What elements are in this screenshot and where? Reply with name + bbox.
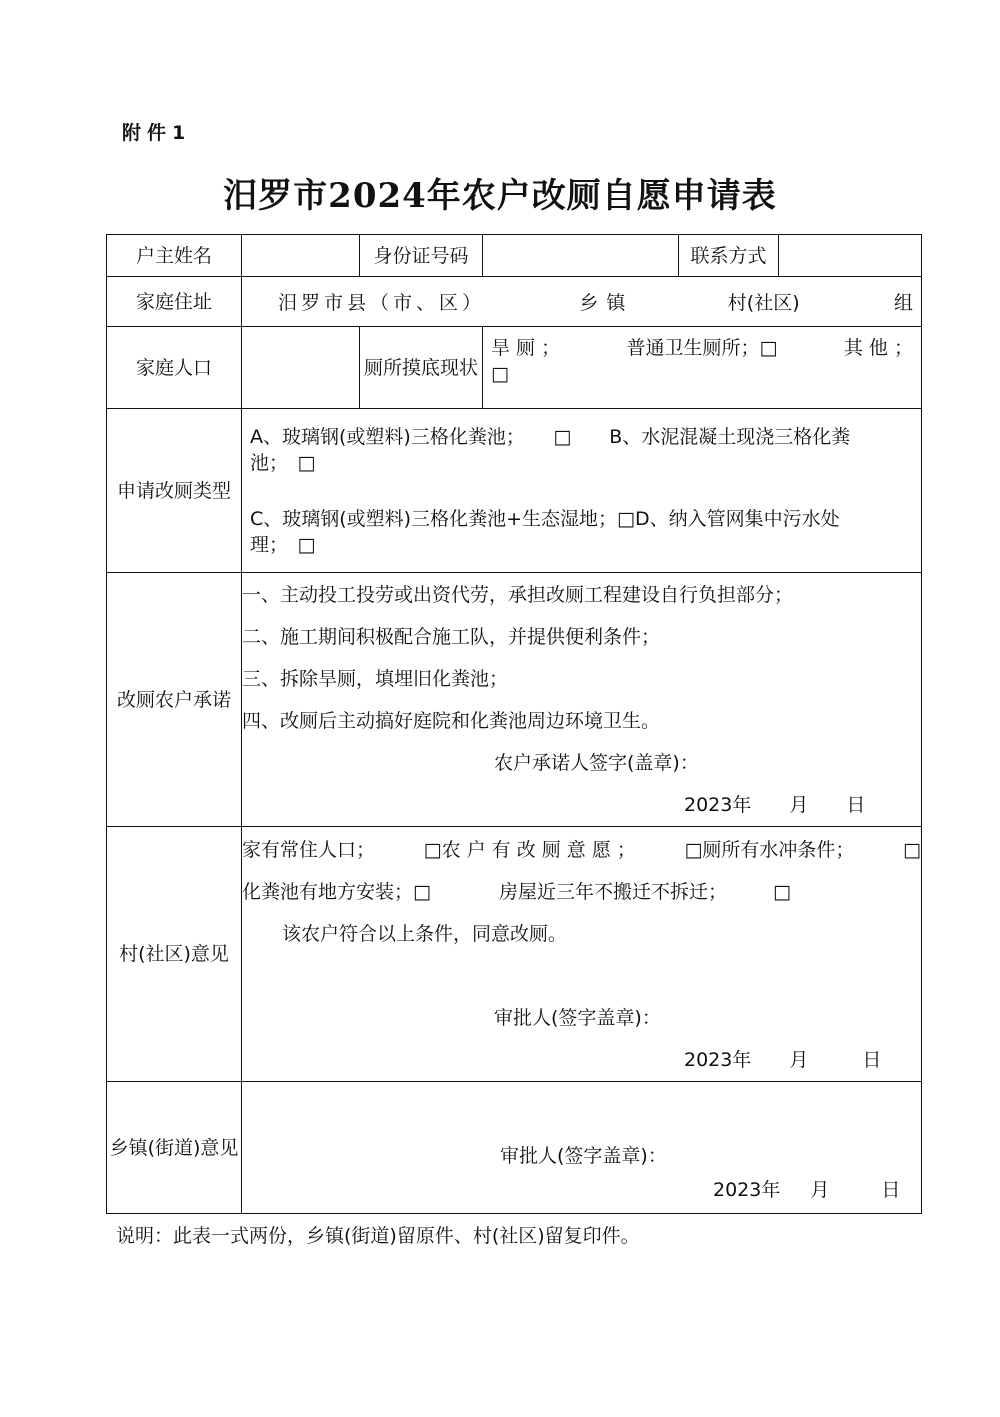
family-size-label: 家庭人口 [107,327,242,409]
date-year: 2023年 [684,793,752,816]
application-form-table [106,234,922,1214]
commitment-item: 三、拆除旱厕，填埋旧化粪池； [242,667,509,690]
date-year: 2023年 [713,1179,781,1201]
check-resident-population: 家有常住人口； [242,839,376,861]
village-approver-label: 审批人(签字盖章)： [494,1007,661,1029]
attachment-label: 附件1 [122,122,192,144]
address-field[interactable] [242,277,922,327]
check-flush-condition[interactable]: □厕所有水冲条件； [684,839,855,861]
date-day: 日 [846,793,866,816]
row-address [107,277,922,327]
date-month: 月 [789,1049,809,1071]
check-willingness[interactable]: □农 户 有 改 厕 意 愿 ； [423,839,636,861]
checkbox[interactable]: □ [903,839,921,861]
village-check-line-1 [242,829,921,871]
village-check-line-2 [242,871,921,913]
farmer-signature-label: 农户承诺人签字(盖章)： [494,751,699,774]
form-note: 说明：此表一式两份，乡镇(街道)留原件、村(社区)留复印件。 [116,1225,640,1247]
township-opinion-body [242,1082,922,1214]
family-size-field[interactable] [242,327,360,409]
renovation-type-options [242,409,922,573]
address-group: 组 [893,292,913,314]
survey-other: 其 他 ； [843,337,913,359]
toilet-survey-label: 厕所摸底现状 [360,327,483,409]
commitment-item: 二、施工期间积极配合施工队，并提供便利条件； [242,625,661,648]
option-b-continued[interactable]: 池； □ [250,451,316,474]
contact-label: 联系方式 [679,235,779,277]
row-family [107,327,922,409]
date-month: 月 [810,1179,830,1201]
address-town: 乡镇 [579,292,634,314]
row-township-opinion [107,1082,922,1214]
check-septic-space[interactable]: 化粪池有地方安装；□ [242,881,431,903]
township-approver-label: 审批人(签字盖章)： [500,1145,667,1167]
date-year: 2023年 [684,1049,752,1071]
check-no-relocation: 房屋近三年不搬迁不拆迁； [498,881,727,903]
survey-dry-toilet: 旱 厕 ； [491,337,561,359]
commitment-label: 改厕农户承诺 [107,573,242,827]
village-opinion-body [242,827,922,1082]
option-a-b-line[interactable]: A、玻璃钢(或塑料)三格化粪池； □ B、水泥混凝土现浇三格化粪 [250,425,851,448]
date-day: 日 [862,1049,882,1071]
township-opinion-label: 乡镇(街道)意见 [107,1082,242,1214]
contact-field[interactable] [779,235,922,277]
household-head-name-label: 户主姓名 [107,235,242,277]
address-label: 家庭住址 [107,277,242,327]
option-d-continued[interactable]: 理； □ [250,533,316,556]
date-month: 月 [789,793,809,816]
id-number-label: 身份证号码 [360,235,483,277]
renovation-type-label: 申请改厕类型 [107,409,242,573]
row-renovation-type [107,409,922,573]
commitment-date [242,784,921,826]
id-number-field[interactable] [483,235,679,277]
option-c-d-line[interactable]: C、玻璃钢(或塑料)三格化粪池+生态湿地；□D、纳入管网集中污水处 [250,507,840,530]
village-agree-statement: 该农户符合以上条件，同意改厕。 [282,923,568,945]
village-opinion-label: 村(社区)意见 [107,827,242,1082]
survey-sanitary-toilet[interactable]: 普通卫生厕所；□ [626,337,778,359]
commitment-item: 一、主动投工投劳或出资代劳，承担改厕工程建设自行负担部分； [242,583,794,606]
address-county: 汨罗市县（市、区） [278,292,486,314]
commitment-body [242,573,922,827]
household-head-name-field[interactable] [242,235,360,277]
survey-other-checkbox[interactable]: □ [491,363,509,385]
township-date [250,1173,913,1207]
address-village: 村(社区) [727,292,800,314]
date-day: 日 [881,1179,901,1201]
row-household-head [107,235,922,277]
row-commitment [107,573,922,827]
row-village-opinion [107,827,922,1082]
commitment-item: 四、改厕后主动搞好庭院和化粪池周边环境卫生。 [242,709,661,732]
village-date [242,1039,921,1081]
checkbox[interactable]: □ [772,881,791,903]
toilet-survey-field [483,327,922,409]
form-title: 汨罗市2024年农户改厕自愿申请表 [223,176,777,216]
